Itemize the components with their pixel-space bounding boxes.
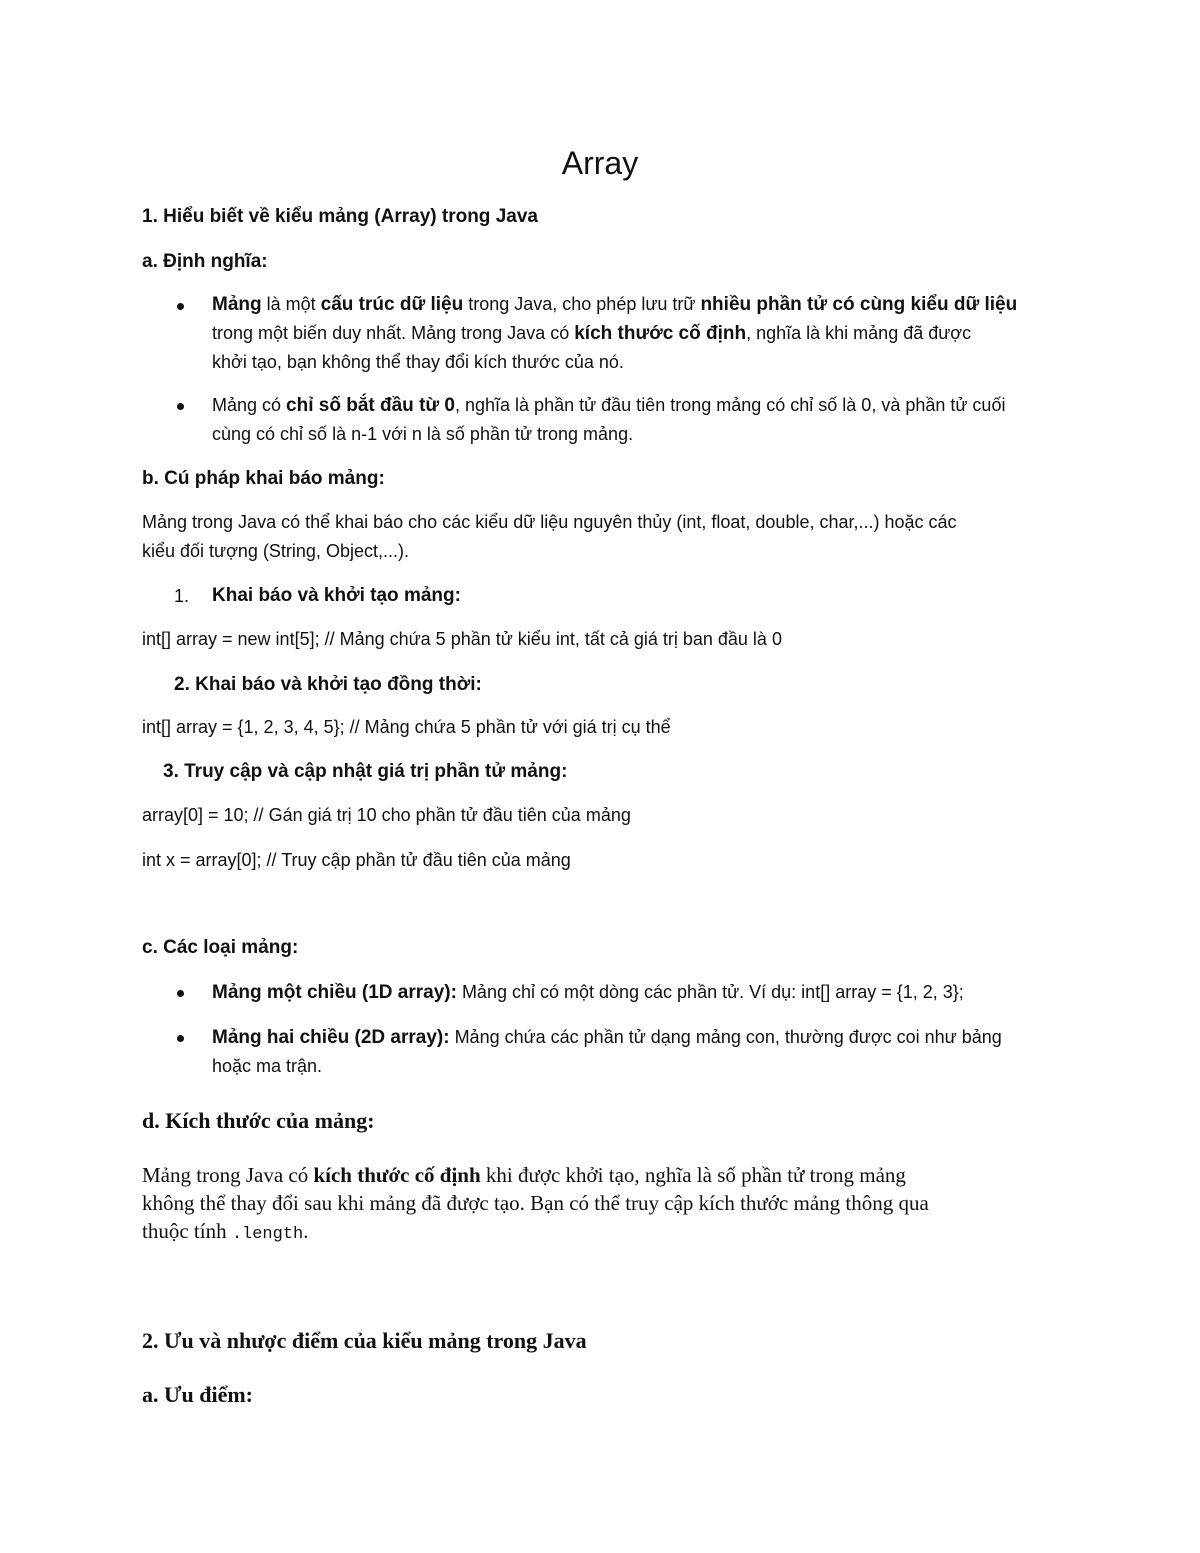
section-2-heading: 2. Ưu và nhược điểm của kiểu mảng trong Java [142, 1328, 587, 1353]
bold-term: Mảng [212, 294, 262, 315]
list-item-3-label: 3. Truy cập và cập nhật giá trị phần tử mảng: [163, 761, 568, 782]
list-item-1-label: Khai báo và khởi tạo mảng: [212, 585, 461, 606]
text-run: thuộc tính [142, 1219, 232, 1243]
array-type-bullet-2-line-1 [212, 1027, 1002, 1049]
code-line-1: int[] array = new int[5]; // Mảng chứa 5 phần tử kiểu int, tất cả giá trị ban đầu là 0 [142, 629, 782, 649]
code-line-2: int[] array = {1, 2, 3, 4, 5}; // Mảng chứa 5 phần tử với giá trị cụ thể [142, 717, 671, 737]
bullet-dot [177, 303, 184, 310]
text-run: Mảng trong Java có [142, 1163, 314, 1187]
text-run: Mảng chỉ có một dòng các phần tử. Ví dụ: int[] array = {1, 2, 3}; [456, 982, 964, 1002]
subsection-c-heading: c. Các loại mảng: [142, 937, 299, 958]
text-run: là một [261, 294, 321, 314]
bold-term: chỉ số bắt đầu từ 0 [286, 395, 455, 416]
array-type-bullet-2-line-2: hoặc ma trận. [212, 1056, 323, 1076]
bullet-dot [177, 403, 184, 410]
syntax-paragraph-line-2: kiểu đối tượng (String, Object,...). [142, 541, 409, 561]
code-line-4: int x = array[0]; // Truy cập phần tử đầu tiên của mảng [142, 850, 571, 870]
text-run: Mảng chứa các phần tử dạng mảng con, thường được coi như bảng [449, 1027, 1002, 1047]
bullet-dot [177, 1035, 184, 1042]
subsection-d-heading: d. Kích thước của mảng: [142, 1108, 375, 1133]
array-type-bullet-1 [212, 982, 964, 1004]
text-run: trong một biến duy nhất. Mảng trong Java có [212, 323, 575, 343]
definition-bullet-1-line-2 [212, 323, 971, 345]
text-run: . [303, 1219, 309, 1243]
syntax-paragraph-line-1: Mảng trong Java có thể khai báo cho các kiểu dữ liệu nguyên thủy (int, float, double, char,...) hoặc các [142, 512, 957, 532]
text-run: , nghĩa là khi mảng đã được [746, 323, 972, 343]
bold-term: kích thước cố định [574, 323, 747, 344]
text-run: Mảng có [212, 395, 287, 415]
bold-term: kích thước cố định [313, 1163, 481, 1187]
subsection-b-heading: b. Cú pháp khai báo mảng: [142, 468, 385, 489]
bold-term: nhiều phần tử có cùng kiểu dữ liệu [700, 294, 1018, 315]
list-item-2-label: 2. Khai báo và khởi tạo đồng thời: [174, 674, 482, 695]
bold-term: cấu trúc dữ liệu [320, 294, 464, 315]
page-title: Array [561, 145, 639, 181]
text-run: , nghĩa là phần tử đầu tiên trong mảng có chỉ số là 0, và phần tử cuối [455, 395, 1006, 415]
advantages-heading: a. Ưu điểm: [142, 1382, 254, 1407]
definition-bullet-1-line-1 [212, 294, 1017, 316]
bullet-dot [177, 990, 184, 997]
bold-term: Mảng một chiều (1D array): [212, 982, 457, 1003]
code-line-3: array[0] = 10; // Gán giá trị 10 cho phần tử đầu tiên của mảng [142, 805, 631, 825]
definition-bullet-2-line-1 [212, 395, 1005, 417]
size-paragraph-line-1 [142, 1163, 906, 1188]
text-run: trong Java, cho phép lưu trữ [463, 294, 701, 314]
text-run: khi được khởi tạo, nghĩa là số phần tử trong mảng [480, 1163, 906, 1187]
definition-bullet-1-line-3: khởi tạo, bạn không thể thay đổi kích thước của nó. [212, 352, 624, 372]
inline-code: .length [231, 1225, 304, 1244]
definition-bullet-2-line-2: cùng có chỉ số là n-1 với n là số phần tử trong mảng. [212, 424, 634, 444]
size-paragraph-line-3 [142, 1219, 309, 1244]
size-paragraph-line-2: không thể thay đổi sau khi mảng đã được tạo. Bạn có thể truy cập kích thước mảng thông qua [142, 1191, 929, 1215]
subsection-a-heading: a. Định nghĩa: [142, 251, 268, 272]
section-1-heading: 1. Hiểu biết về kiểu mảng (Array) trong Java [142, 206, 538, 227]
bold-term: Mảng hai chiều (2D array): [212, 1027, 450, 1048]
list-number-1: 1. [174, 586, 190, 606]
